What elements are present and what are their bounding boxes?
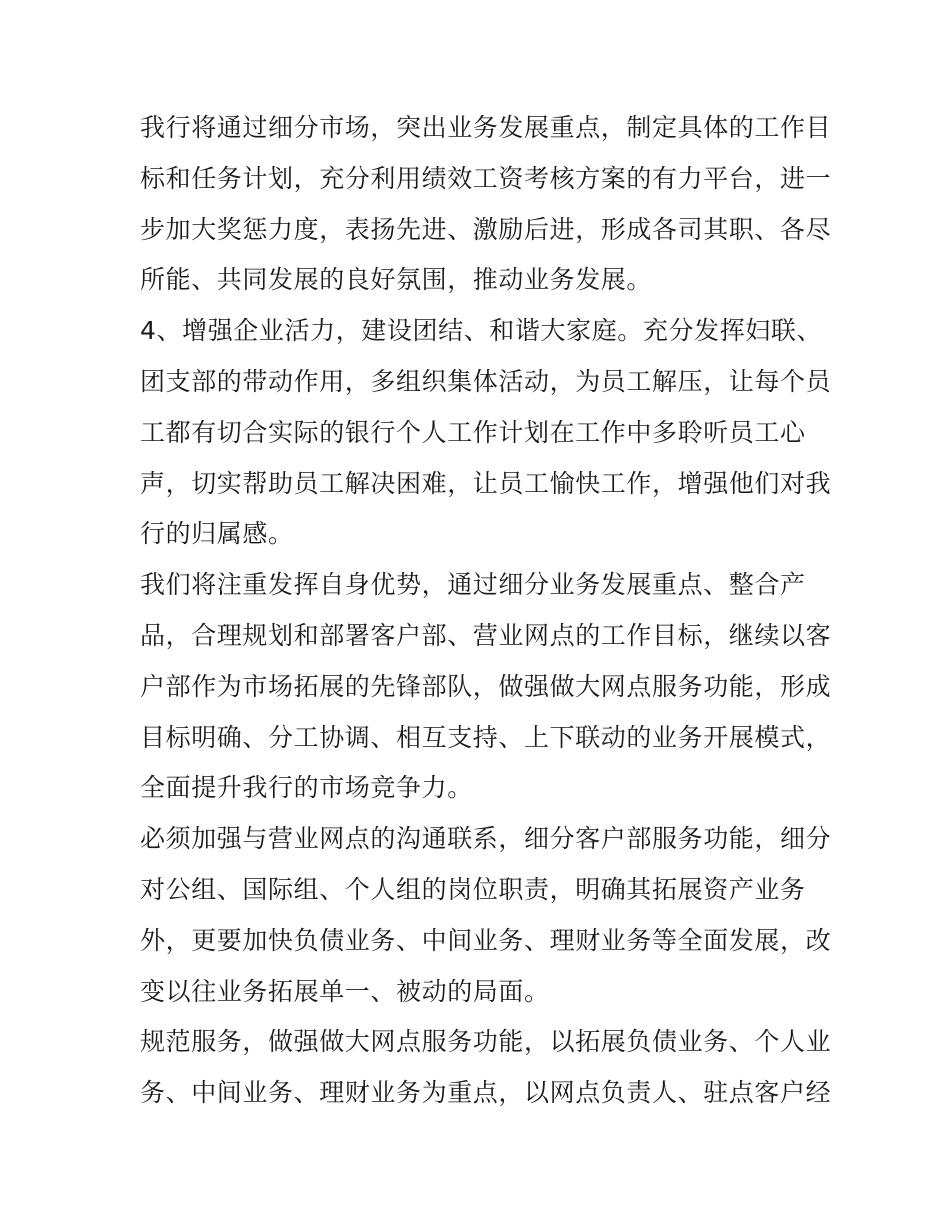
text-line: 声，切实帮助员工解决困难，让员工愉快工作，增强他们对我 — [140, 468, 832, 498]
text-line: 标和任务计划，充分利用绩效工资考核方案的有力平台，进一 — [140, 163, 832, 193]
text-line: 团支部的带动作用，多组织集体活动，为员工解压，让每个员 — [140, 366, 832, 396]
text-line: 务、中间业务、理财业务为重点，以网点负责人、驻点客户经 — [140, 1078, 832, 1108]
paragraph-4 — [140, 814, 832, 1017]
text-line: 我行将通过细分市场，突出业务发展重点，制定具体的工作目 — [140, 113, 832, 142]
text-line: 全面提升我行的市场竞争力。 — [140, 773, 473, 803]
paragraph-5 — [140, 1017, 832, 1119]
text-line: 步加大奖惩力度，表扬先进、激励后进，形成各司其职、各尽 — [140, 214, 832, 244]
paragraph-2 — [140, 306, 832, 560]
text-line: 变以往业务拓展单一、被动的局面。 — [140, 976, 550, 1006]
text-line: 规范服务，做强做大网点服务功能，以拓展负债业务、个人业 — [140, 1027, 832, 1057]
text-line: 行的归属感。 — [140, 519, 294, 549]
text-line: 工都有切合实际的银行个人工作计划在工作中多聆听员工心 — [140, 417, 806, 447]
text-line: 所能、共同发展的良好氛围，推动业务发展。 — [140, 265, 653, 295]
text-line: 4、增强企业活力，建设团结、和谐大家庭。充分发挥妇联、 — [140, 316, 823, 346]
paragraph-1 — [140, 103, 832, 306]
document-body — [140, 103, 832, 1119]
paragraph-3 — [140, 560, 832, 814]
text-line: 户部作为市场拓展的先锋部队，做强做大网点服务功能，形成 — [140, 671, 832, 701]
text-line: 必须加强与营业网点的沟通联系，细分客户部服务功能，细分 — [140, 824, 832, 854]
text-line: 外，更要加快负债业务、中间业务、理财业务等全面发展，改 — [140, 925, 832, 955]
text-line: 品，合理规划和部署客户部、营业网点的工作目标，继续以客 — [140, 620, 832, 650]
text-line: 目标明确、分工协调、相互支持、上下联动的业务开展模式， — [140, 722, 832, 752]
text-line: 对公组、国际组、个人组的岗位职责，明确其拓展资产业务 — [140, 874, 806, 904]
text-line: 我们将注重发挥自身优势，通过细分业务发展重点、整合产 — [140, 570, 806, 600]
